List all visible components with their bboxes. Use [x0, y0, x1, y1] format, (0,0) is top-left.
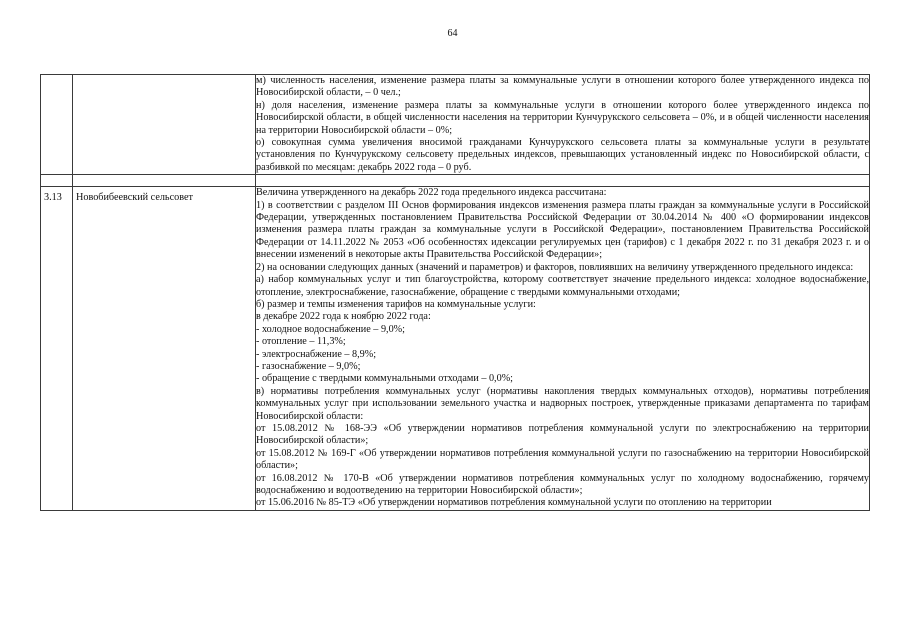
list-item: - холодное водоснабжение – 9,0%; — [256, 323, 405, 335]
paragraph: а) набор коммунальных услуг и тип благоустройства, которому соответствует значение предельного индекса: холодное водоснабжение, отопление, электроснабжение, газоснабжение, обращение с твердыми коммунальными отходами; — [256, 274, 869, 298]
paragraph: в декабре 2022 года к ноябрю 2022 года: — [256, 311, 431, 323]
number-cell — [41, 187, 73, 511]
description-cell — [256, 187, 870, 511]
paragraph: в) нормативы потребления коммунальных услуг (нормативы накопления твердых коммунальных отходов), нормативы потребления коммунальных услуг при использовании земельного участка и надворных построек, утвержденные приказами департамента по тарифам Новосибирской области: — [256, 385, 869, 422]
paragraph: б) размер и темпы изменения тарифов на коммунальные услуги: — [256, 298, 536, 310]
paragraph: 2) на основании следующих данных (значений и параметров) и факторов, повлиявших на величину утвержденного предельного индекса: — [256, 261, 854, 273]
list-item: - отопление – 11,3%; — [256, 336, 346, 348]
name-cell — [73, 187, 256, 511]
table-row-3-13 — [41, 187, 870, 511]
table-row-continuation — [41, 75, 870, 175]
paragraph: от 15.06.2016 № 85-ТЭ «Об утверждении нормативов потребления коммунальной услуги по отоплению на территории — [256, 497, 772, 509]
page-number: 64 — [447, 28, 458, 39]
paragraph: 1) в соответствии с разделом III Основ формирования индексов изменения размера платы граждан за коммунальные услуги в Российской Федерации, утвержденных постановлением Правительства Российской Федерации от 30.04.2014 № 400 «О формировании индексов изменения размера платы граждан за коммунальные услуги в Российской Федерации», постановлением Правительства Российской Федерации от 14.11.2022 № 2053 «Об особенностях идексации регулируемых цен (тарифов) с 1 декабря 2022 г. по 31 декабря 2023 г. и о внесении изменений в некоторые акты Правительства Российской Федерации»; — [256, 199, 869, 261]
paragraph: Величина утвержденного на декабрь 2022 года предельного индекса рассчитана: — [256, 187, 607, 199]
paragraph: от 15.08.2012 № 169-Г «Об утверждении нормативов потребления коммунальной услуги по газоснабжению на территории Новосибирской области»; — [256, 447, 869, 472]
municipality-name: Новобибеевский сельсовет — [76, 192, 193, 204]
list-item: - электроснабжение – 8,9%; — [256, 348, 377, 360]
list-item: - обращение с твердыми коммунальными отходами – 0,0%; — [256, 373, 514, 385]
paragraph: о) совокупная сумма увеличения вносимой гражданами Кунчурукского сельсовета платы за коммунальные услуги в результате установления по Кунчурукскому сельсовету предельных индексов, превышающих установленный индекс по Новосибирской области, с разбивкой по месяцам: декабрь 2022 года – 0 руб. — [256, 137, 869, 173]
description-cell — [256, 75, 870, 175]
paragraph: от 15.08.2012 № 168-ЭЭ «Об утверждении нормативов потребления коммунальной услуги по электроснабжению на территории Новосибирской области»; — [256, 422, 869, 447]
list-item: - газоснабжение – 9,0%; — [256, 360, 361, 372]
row-number: 3.13 — [44, 192, 62, 204]
paragraph: м) численность населения, изменение размера платы за коммунальные услуги в отношении которого более утвержденного индекса по Новосибирской области, – 0 чел.; — [256, 75, 869, 99]
paragraph: от 16.08.2012 № 170-В «Об утверждении нормативов потребления коммунальных услуг по холодному водоснабжению, горячему водоснабжению и водоотведению на территории Новосибирской области»; — [256, 472, 869, 496]
paragraph: н) доля населения, изменение размера платы за коммунальные услуги в отношении которого более утвержденного индекса по Новосибирской области, в общей численности населения на территории Кунчурукского сельсовета – 0%, и в общей численности населения на территории Новосибирской области – 0%; — [256, 99, 869, 136]
name-cell — [73, 75, 256, 175]
document-table — [40, 74, 870, 511]
number-cell — [41, 75, 73, 175]
table-row-spacer — [41, 175, 870, 187]
